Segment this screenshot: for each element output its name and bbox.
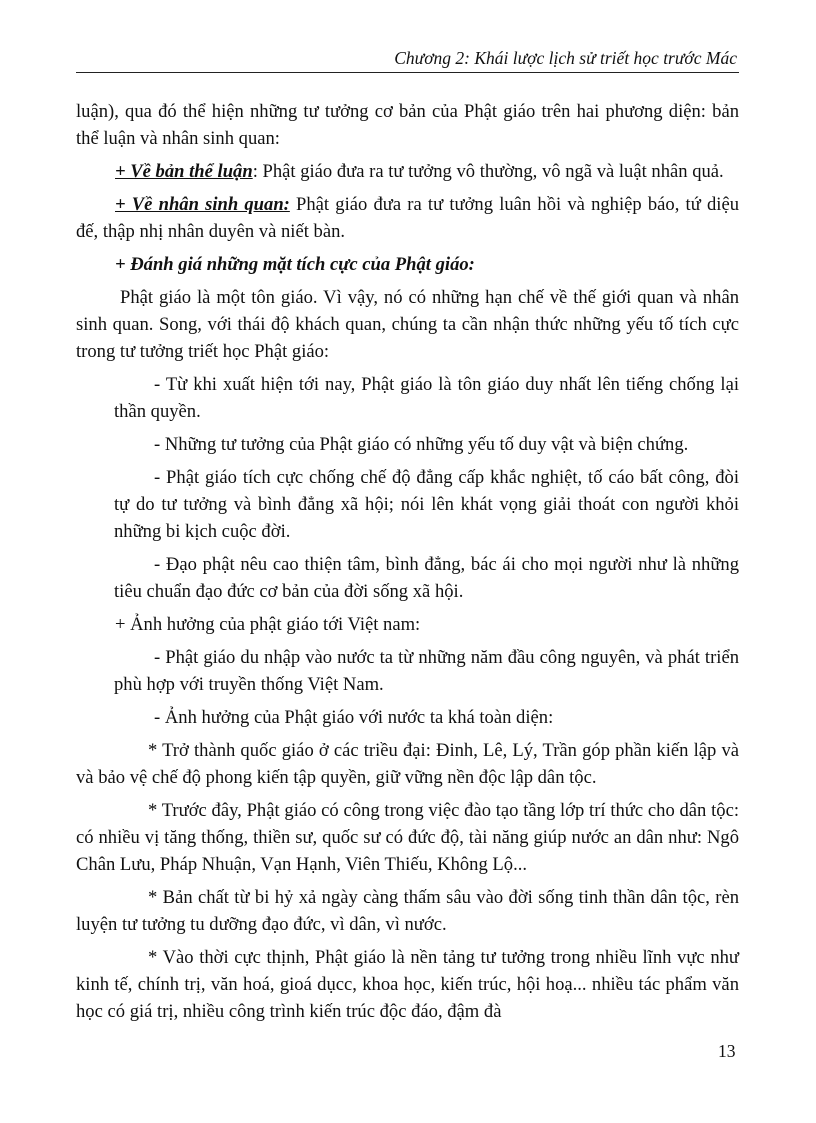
section-heading-text: + Đánh giá những mặt tích cực của Phật giáo:	[115, 254, 475, 275]
chapter-title: Chương 2: Khái lược lịch sử triết học trước Mác	[394, 48, 737, 68]
paragraph-text: : Phật giáo đưa ra tư tưởng vô thường, vô ngã và luật nhân quả.	[252, 161, 724, 182]
paragraph: Phật giáo là một tôn giáo. Vì vậy, nó có những hạn chế về thế giới quan và nhân sinh quan. Song, với thái độ khách quan, chúng ta cần nhận thức những yếu tố tích cực trong tư tưởng triết học Phật giáo:	[76, 287, 739, 362]
paragraph-label: + Về bản thể luận	[115, 161, 253, 182]
list-item: * Bản chất từ bi hỷ xả ngày càng thấm sâu vào đời sống tinh thần dân tộc, rèn luyện tư tưởng tu dưỡng đạo đức, vì dân, vì nước.	[76, 887, 739, 935]
list-item: * Trở thành quốc giáo ở các triều đại: Đinh, Lê, Lý, Trần góp phần kiến lập và và bảo vệ chế độ phong kiến tập quyền, giữ vững nền độc lập dân tộc.	[76, 740, 739, 788]
paragraph: luận), qua đó thể hiện những tư tưởng cơ bản của Phật giáo trên hai phương diện: bản thể luận và nhân sinh quan:	[76, 101, 739, 149]
paragraph-text: Phật giáo đưa ra tư tưởng luân hồi và nghiệp báo, tứ diệu đế, thập nhị nhân duyên và niết bàn.	[76, 194, 739, 242]
list-item: - Phật giáo tích cực chống chế độ đẳng cấp khắc nghiệt, tố cáo bất công, đòi tự do tư tưởng và bình đẳng xã hội; nói lên khát vọng giải thoát con người khỏi những bi kịch cuộc đời.	[114, 467, 739, 542]
page-body	[76, 98, 739, 1031]
paragraph	[76, 191, 739, 245]
paragraph	[76, 158, 739, 185]
running-header	[76, 46, 739, 73]
section-heading	[76, 251, 739, 278]
list-item: - Ảnh hưởng của Phật giáo với nước ta khá toàn diện:	[154, 707, 554, 728]
list-item: * Trước đây, Phật giáo có công trong việc đào tạo tầng lớp trí thức cho dân tộc: có nhiều vị tăng thống, thiền sư, quốc sư có đức độ, tài năng giúp nước an dân như: Ngô Chân Lưu, Pháp Nhuận, Vạn Hạnh, Viên Thiếu, Không Lộ...	[76, 800, 739, 875]
list-item: - Từ khi xuất hiện tới nay, Phật giáo là tôn giáo duy nhất lên tiếng chống lại thần quyền.	[114, 374, 739, 422]
section-heading: + Ảnh hưởng của phật giáo tới Việt nam:	[115, 614, 421, 635]
page-number: 13	[718, 1041, 736, 1061]
list-item: - Đạo phật nêu cao thiện tâm, bình đẳng, bác ái cho mọi người như là những tiêu chuẩn đạo đức cơ bản của đời sống xã hội.	[114, 554, 739, 602]
list-item: - Những tư tưởng của Phật giáo có những yếu tố duy vật và biện chứng.	[154, 434, 689, 455]
list-item: * Vào thời cực thịnh, Phật giáo là nền tảng tư tưởng trong nhiều lĩnh vực như kinh tế, chính trị, văn hoá, gioá dụcc, khoa học, kiến trúc, hội hoạ... nhiều tác phẩm văn học có giá trị, nhiều công trình kiến trúc độc đáo, đậm đà	[76, 947, 739, 1022]
list-item: - Phật giáo du nhập vào nước ta từ những năm đầu công nguyên, và phát triển phù hợp với truyền thống Việt Nam.	[114, 647, 739, 695]
paragraph-label: + Về nhân sinh quan:	[115, 194, 290, 215]
